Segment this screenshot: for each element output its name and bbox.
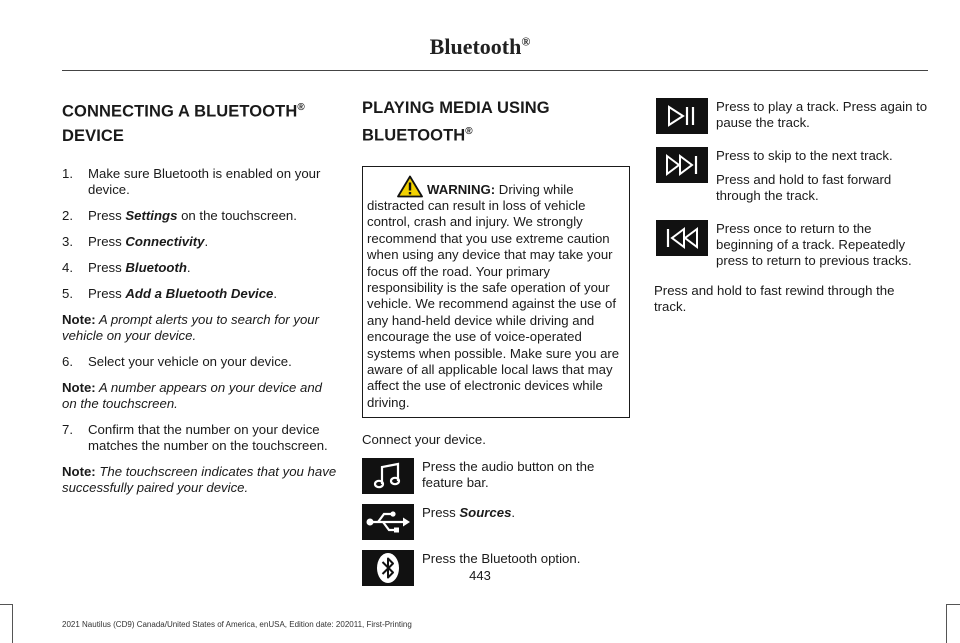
- step-4: 4. Press Bluetooth.: [62, 259, 191, 275]
- registered-mark: ®: [521, 34, 531, 49]
- crop-mark: [946, 604, 947, 643]
- warning-label: WARNING:: [427, 181, 496, 197]
- step-6: 6. Select your vehicle on your device.: [62, 353, 292, 369]
- skip-forward-icon: [656, 147, 708, 183]
- warning-text: Driving while distracted can result in loss of vehicle control, crash and injury. We strongly recommend that you use extreme caution when using any device that may take your focus off the road. Your primary responsibility is the safe operation of your vehicle. We recommend against the use of any hand-held device while driving and encourage the use of voice-operated systems when possible. Make sure you are aware of all applicable local laws that may affect the use of electronic devices while driving.: [367, 181, 620, 410]
- connect-intro: Connect your device.: [362, 432, 486, 448]
- step-2: 2. Press Settings on the touchscreen.: [62, 207, 297, 223]
- audio-step: Press the audio button on the feature bar.: [362, 458, 630, 494]
- crop-mark: [0, 604, 12, 605]
- music-note-icon: [362, 458, 414, 494]
- connecting-section: [62, 96, 338, 506]
- header-divider: [62, 70, 928, 71]
- playing-media-heading: PLAYING MEDIA USING BLUETOOTH®: [362, 99, 550, 145]
- page-number: 443: [469, 568, 491, 583]
- play-pause-row: Press to play a track. Press again to pause the track.: [656, 98, 928, 139]
- skip-back-icon: [656, 220, 708, 256]
- playing-media-section: [362, 96, 630, 596]
- footer-edition: 2021 Nautilus (CD9) Canada/United States of America, enUSA, Edition date: 202011, First-Printing: [62, 620, 412, 629]
- play-pause-icon: [656, 98, 708, 134]
- connecting-heading: CONNECTING A BLUETOOTH® DEVICE: [62, 102, 305, 145]
- skip-back-row: Press once to return to the beginning of a track. Repeatedly press to return to previous tracks.: [656, 220, 928, 277]
- page-title: Bluetooth®: [429, 34, 531, 59]
- warning-box: [362, 166, 630, 419]
- settings-label: Settings: [125, 207, 178, 223]
- connectivity-label: Connectivity: [125, 233, 205, 249]
- crop-mark: [947, 604, 960, 605]
- step-1: 1. Make sure Bluetooth is enabled on your device.: [62, 165, 321, 197]
- skip-forward-row: Press to skip to the next track. Press and hold to fast forward through the track.: [656, 147, 928, 212]
- sources-step: Press Sources.: [362, 504, 630, 540]
- note-1: Note: A prompt alerts you to search for your vehicle on your device.: [62, 311, 320, 343]
- warning-icon: [397, 175, 423, 198]
- step-5: 5. Press Add a Bluetooth Device.: [62, 285, 278, 301]
- rewind-note: Press and hold to fast rewind through the track.: [654, 283, 895, 314]
- media-controls-section: [656, 98, 928, 315]
- usb-icon: [362, 504, 414, 540]
- sources-label: Sources: [459, 505, 512, 521]
- add-device-label: Add a Bluetooth Device: [125, 285, 274, 301]
- crop-mark: [12, 604, 13, 643]
- step-3: 3. Press Connectivity.: [62, 233, 209, 249]
- note-2: Note: A number appears on your device and on the touchscreen.: [62, 379, 322, 411]
- bluetooth-step: Press the Bluetooth option.: [362, 550, 630, 586]
- bluetooth-label: Bluetooth: [125, 259, 187, 275]
- note-3: Note: The touchscreen indicates that you have successfully paired your device.: [62, 463, 337, 495]
- step-7: 7. Confirm that the number on your device matches the number on the touchscreen.: [62, 421, 328, 453]
